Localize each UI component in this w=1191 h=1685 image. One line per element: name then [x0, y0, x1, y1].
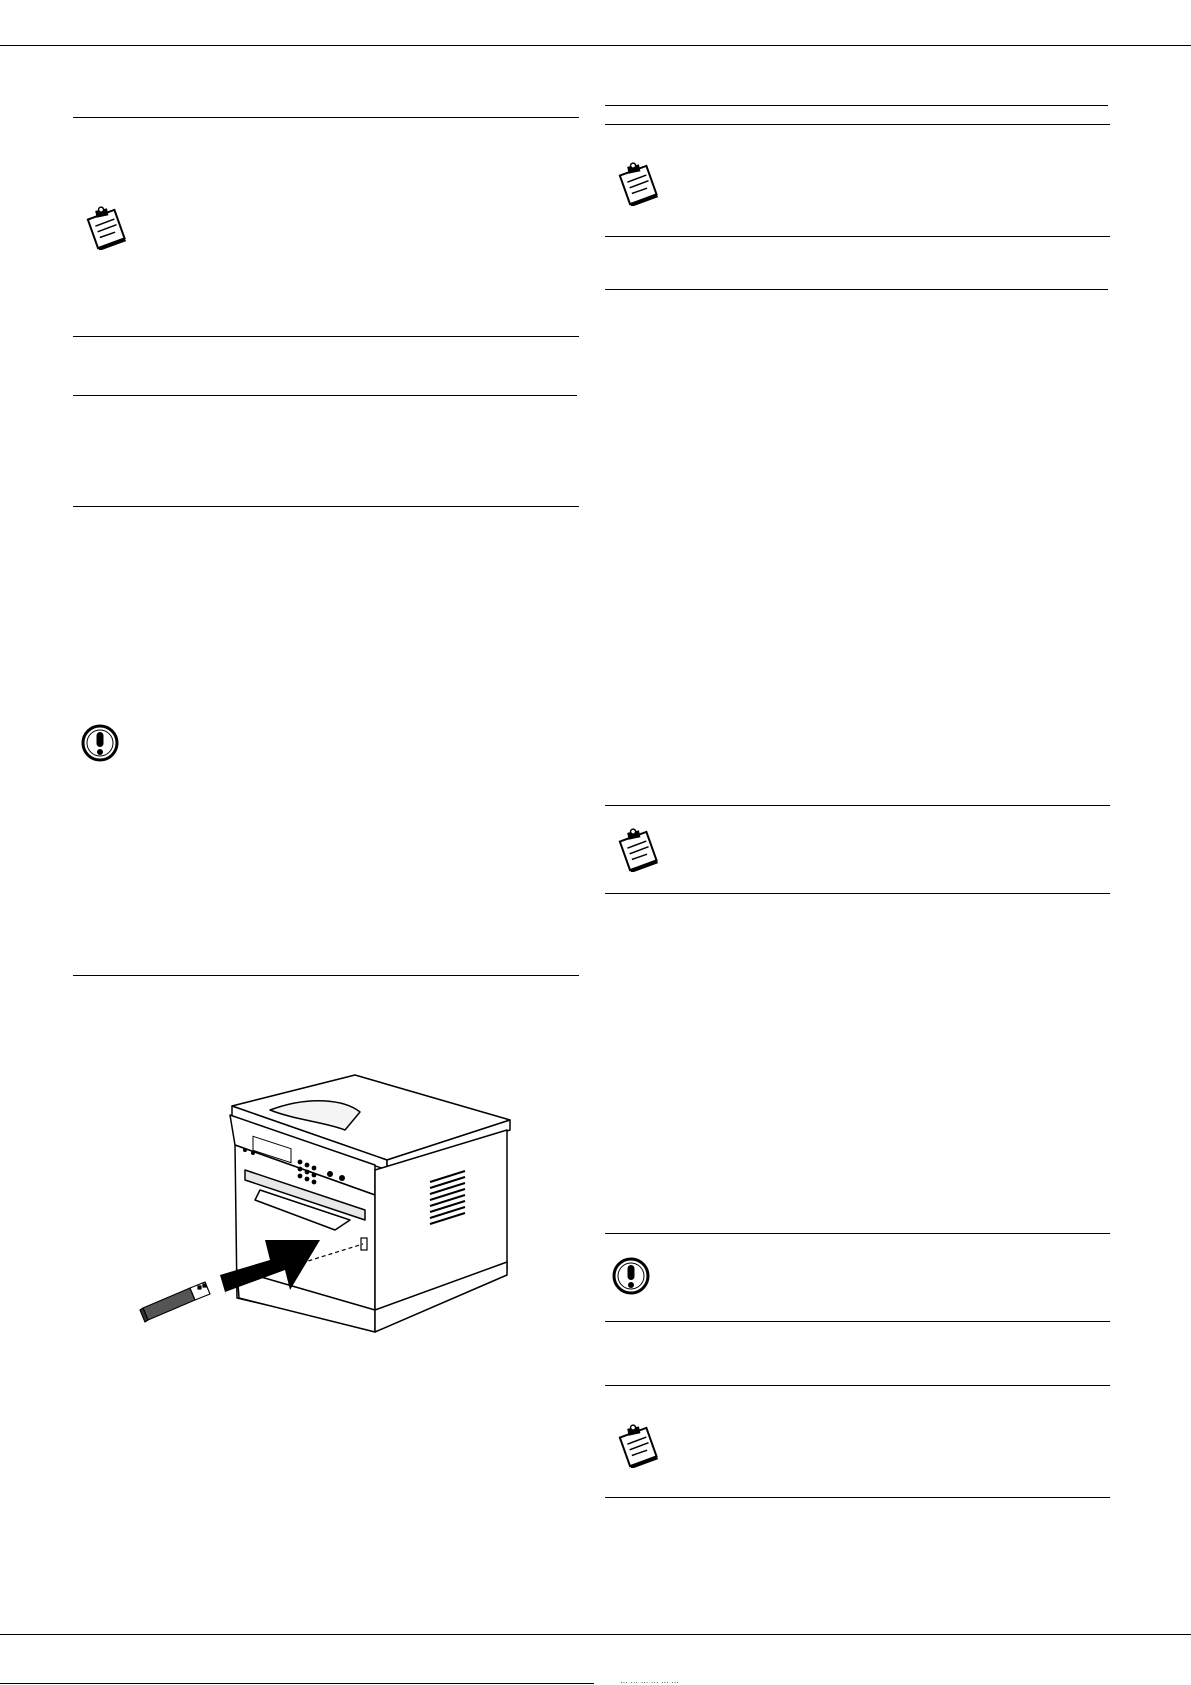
- right-rule-10: [605, 1497, 1110, 1498]
- header-rule: [0, 45, 1191, 46]
- right-rule-6: [605, 893, 1110, 894]
- left-rule-1: [73, 117, 579, 118]
- right-rule-9: [605, 1385, 1110, 1386]
- right-rule-3: [605, 236, 1110, 237]
- exclamation-circle-icon: [80, 723, 120, 763]
- clipboard-note-icon: [614, 1424, 662, 1468]
- clipboard-note-icon: [614, 162, 662, 206]
- right-rule-5: [605, 805, 1110, 806]
- left-rule-4: [73, 506, 579, 507]
- right-rule-4: [605, 289, 1108, 290]
- footer-rule: [0, 1634, 1191, 1635]
- clipboard-note-icon: [614, 828, 662, 872]
- left-rule-3: [73, 395, 577, 396]
- clipboard-note-icon: [82, 206, 130, 250]
- left-rule-5: [73, 975, 579, 976]
- left-rule-2: [73, 336, 579, 337]
- right-rule-8: [605, 1321, 1110, 1322]
- right-rule-1: [605, 105, 1108, 106]
- footer-short-rule: [0, 1683, 594, 1684]
- right-rule-2: [605, 124, 1110, 125]
- exclamation-circle-icon: [611, 1256, 651, 1296]
- right-rule-7: [605, 1233, 1110, 1234]
- footer-text: … … … … … …: [620, 1676, 680, 1685]
- usb-key-insertion-illustration: [135, 1070, 525, 1340]
